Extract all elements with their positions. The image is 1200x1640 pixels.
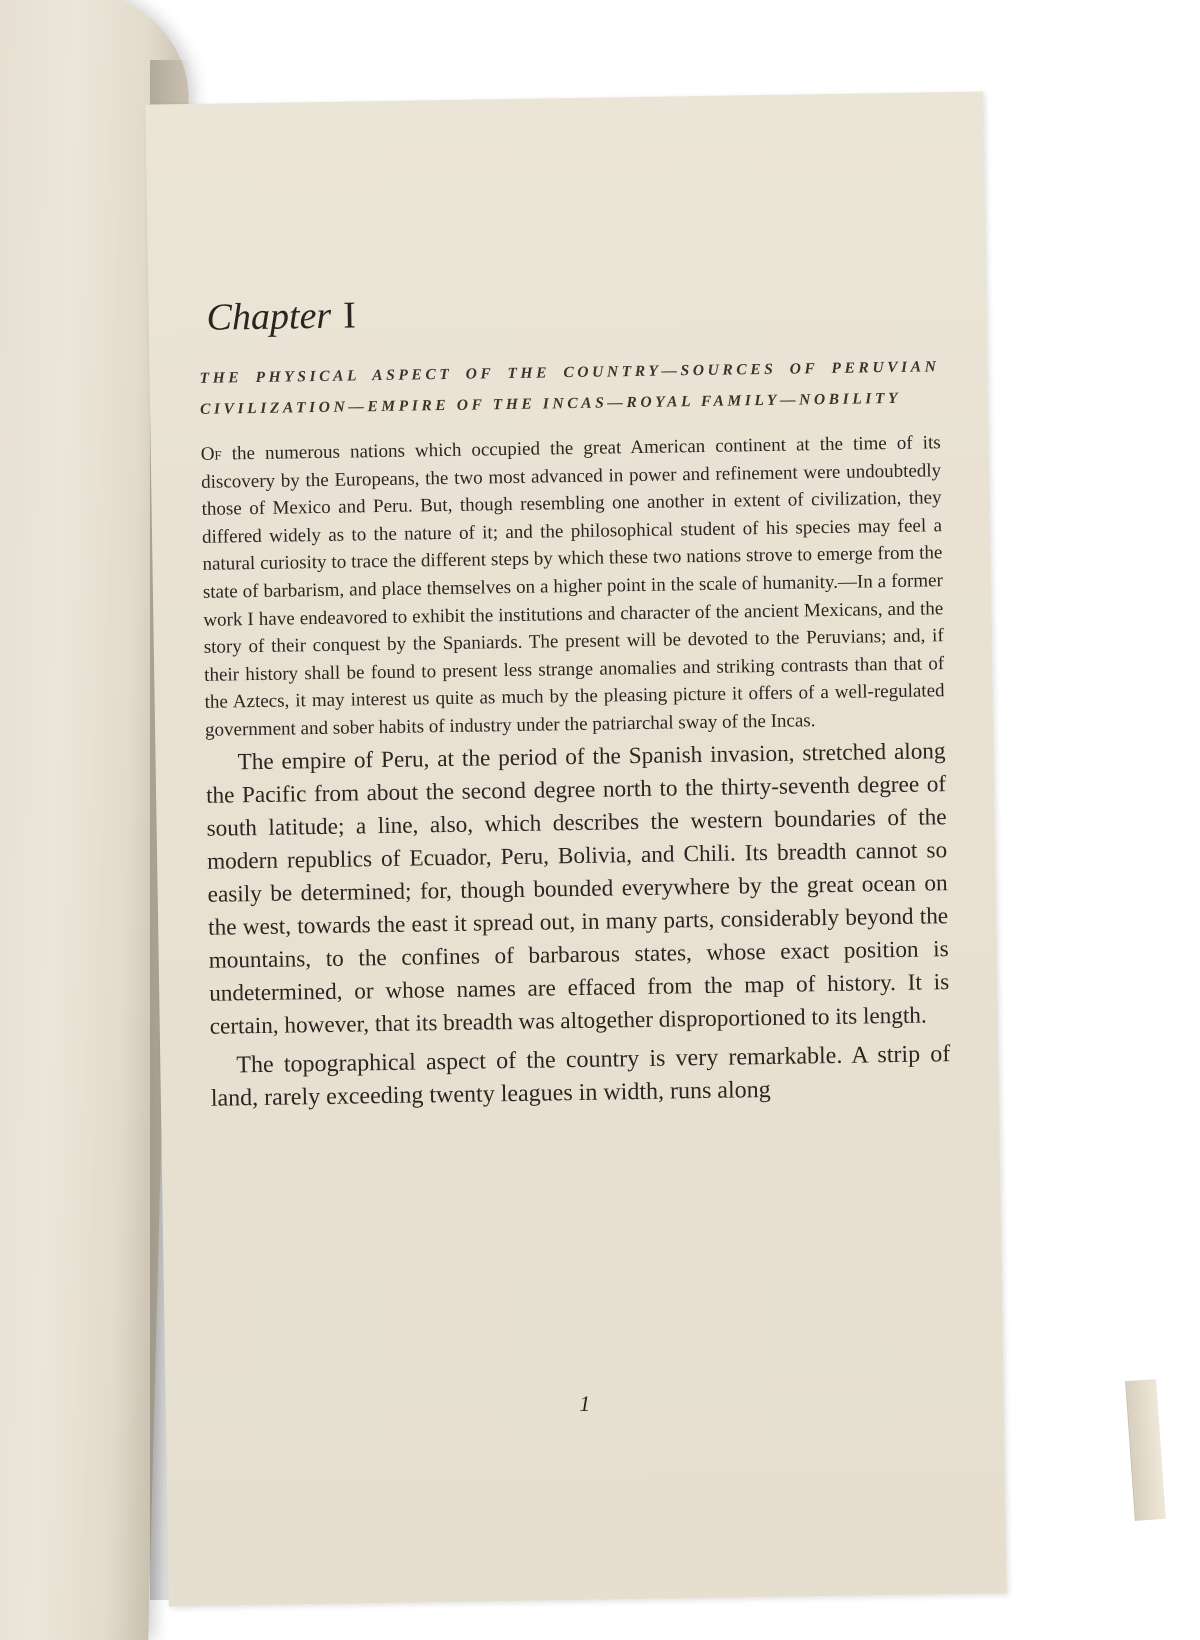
chapter-number: I [342, 294, 357, 337]
paragraph-3: The topographical aspect of the country is very remarkable. A strip of land, rarely exceeding twenty leagues in width, runs along [210, 1040, 951, 1112]
page-content [198, 287, 951, 1115]
chapter-heading [206, 287, 939, 339]
page-edges [1125, 1379, 1166, 1521]
chapter-subtitle: THE PHYSICAL ASPECT OF THE COUNTRY—SOURCES OF PERUVIAN CIVILIZATION—EMPIRE OF THE INCAS—ROYAL FAMILY—NOBILITY [199, 358, 940, 418]
paragraph-lead: Of [200, 443, 222, 465]
paragraph-1-text: the numerous nations which occupied the great American continent at the time of its discovery by the Europeans, the two most advanced in power and refinement were undoubtedly those of Mexico and Peru. But, though resembling one another in extent of civilization, they differed widely as to the nature of it; and the philosophical student of his species may feel a natural curiosity to trace the different steps by which these two nations strove to emerge from the state of barbarism, and place themselves on a higher point in the scale of humanity.—In a former work I have endeavored to exhibit the institutions and character of the ancient Mexicans, and the story of their conquest by the Spaniards. The present will be devoted to the Peruvians; and, if their history shall be found to present less strange anomalies and striking contrasts than that of the Aztecs, it may interest us quite as much by the pleasing picture it offers of a well-regulated government and sober habits of industry under the patriarchal sway of the Incas. [201, 432, 945, 741]
chapter-word: Chapter [206, 294, 332, 339]
paragraph-2: The empire of Peru, at the period of the Spanish invasion, stretched along the Pacific from about the second degree north to the thirty-seventh degree of south latitude; a line, also, which describes the western boundaries of the modern republics of Ecuador, Peru, Bolivia, and Chili. Its breadth cannot so easily be determined; for, though bounded everywhere by the great ocean on the west, towards the east it spread out, in many parts, considerably beyond the mountains, to the confines of barbarous states, whose exact position is undetermined, or whose names are effaced from the map of history. It is certain, however, that its breadth was altogether disproportioned to its length. [205, 737, 950, 1040]
paragraph-1 [201, 429, 946, 744]
page-number: 1 [579, 1390, 591, 1417]
book-page [145, 92, 1006, 1607]
